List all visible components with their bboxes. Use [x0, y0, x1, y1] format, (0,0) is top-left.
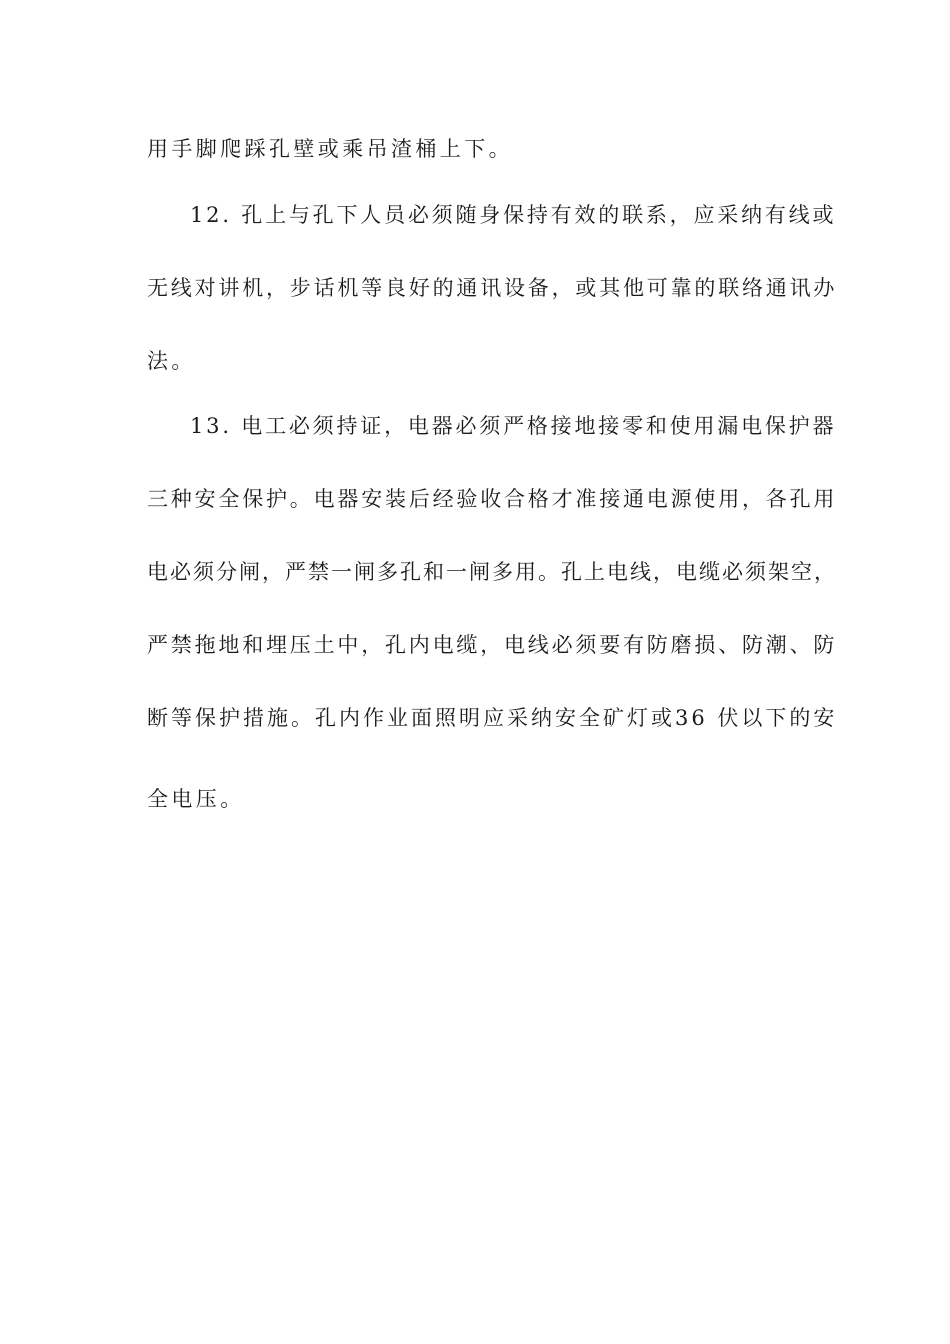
text-line: 三种安全保护。电器安装后经验收合格才准接通电源使用，各孔用 — [147, 487, 838, 511]
text-line: 13. 电工必须持证，电器必须严格接地接零和使用漏电保护器 — [190, 414, 837, 438]
text-line: 无线对讲机，步话机等良好的通讯设备，或其他可靠的联络通讯办 — [147, 276, 838, 300]
text-line: 断等保护措施。孔内作业面照明应采纳安全矿灯或36 伏以下的安 — [147, 706, 838, 730]
text-line: 电必须分闸，严禁一闸多孔和一闸多用。孔上电线，电缆必须架空， — [147, 560, 837, 584]
text-line: 法。 — [147, 349, 196, 373]
text-line: 用手脚爬踩孔壁或乘吊渣桶上下。 — [147, 137, 513, 161]
text-line: 12. 孔上与孔下人员必须随身保持有效的联系，应采纳有线或 — [190, 203, 837, 227]
text-line: 全电压。 — [147, 787, 245, 811]
text-line: 严禁拖地和埋压土中，孔内电缆，电线必须要有防磨损、防潮、防 — [147, 633, 838, 657]
